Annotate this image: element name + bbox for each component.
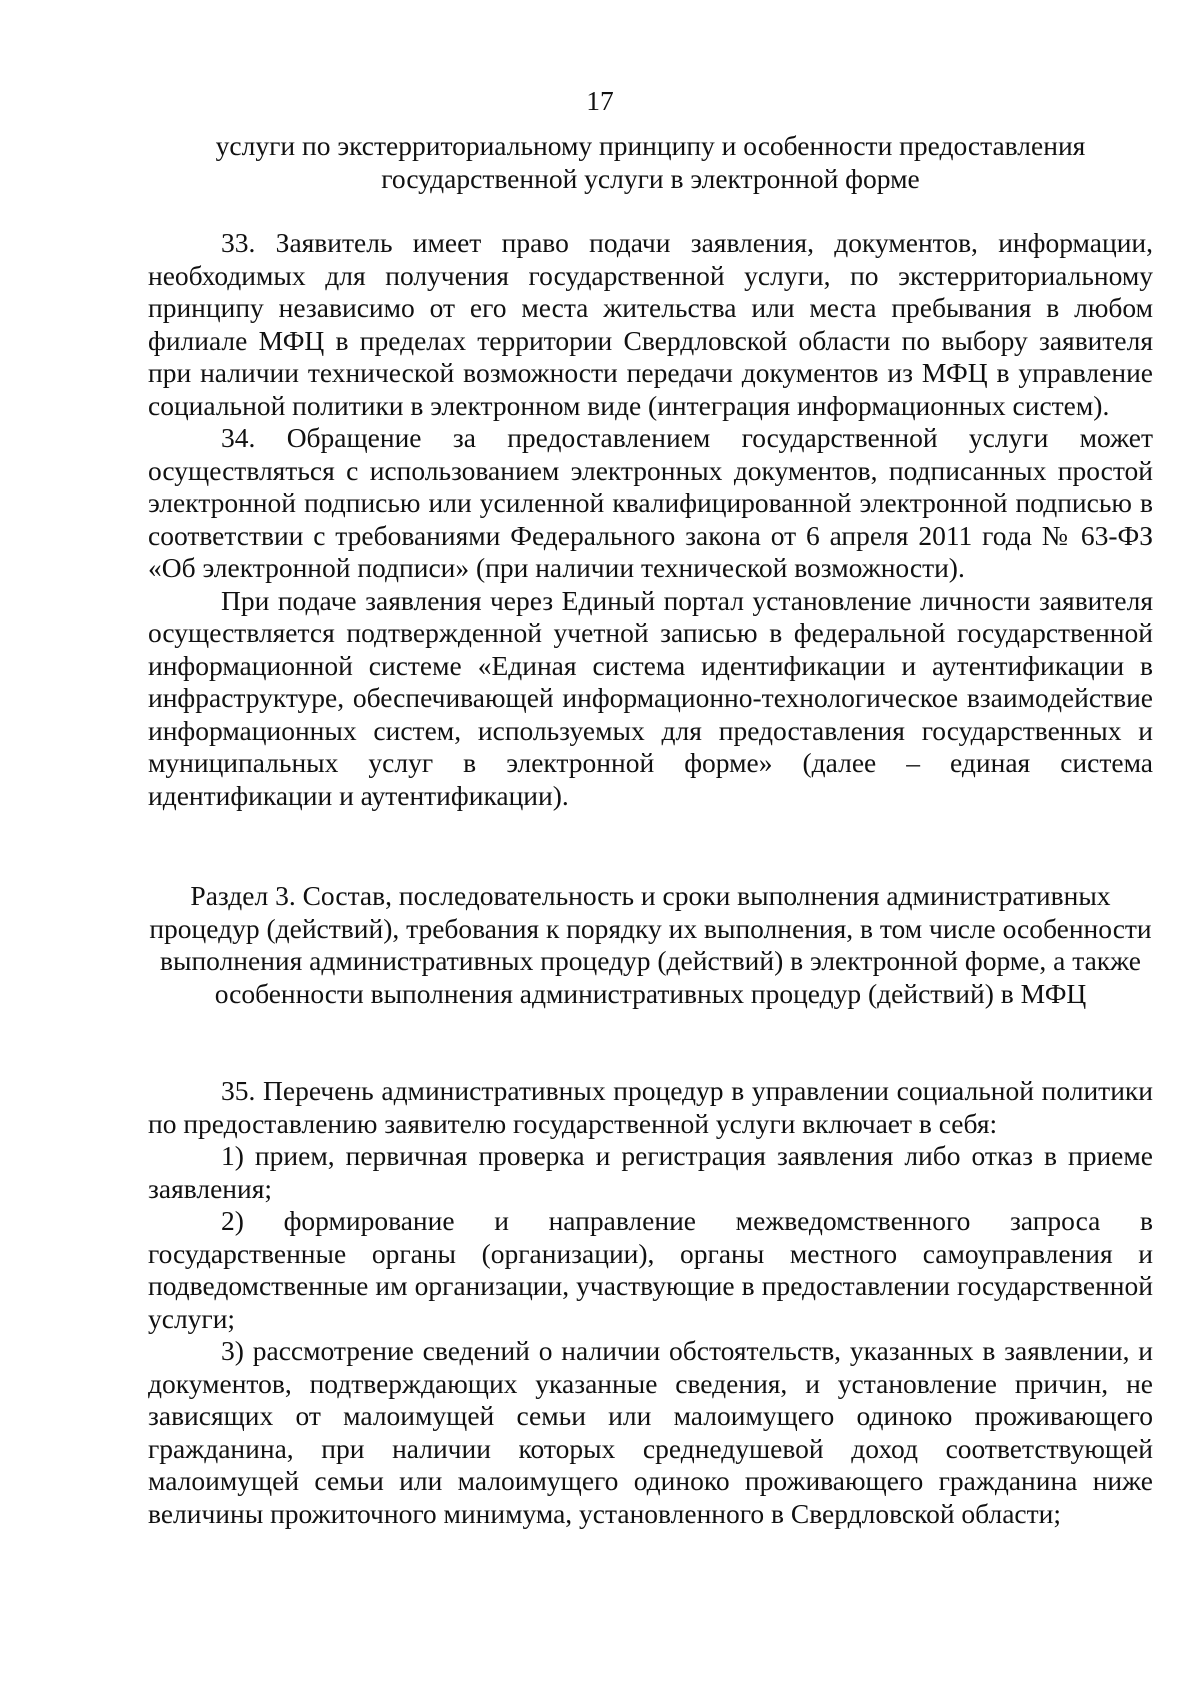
page-number: 17	[586, 85, 614, 116]
section-3-heading: Раздел 3. Состав, последовательность и сроки выполнения административных процедур (действий), требования к порядку их выполнения, в том числе особенности выполнения административных процедур (действий) в электронной форме, а также особенности выполнения административных процедур (действий) в МФЦ	[149, 880, 1152, 1009]
list-item-1: 1) прием, первичная проверка и регистрация заявления либо отказ в приеме заявления;	[148, 1140, 1153, 1204]
subsection-heading: услуги по экстерриториальному принципу и особенности предоставления государственной услуги в электронной форме	[215, 130, 1086, 194]
paragraph-34: 34. Обращение за предоставлением государственной услуги может осуществляться с использованием электронных документов, подписанных простой электронной подписью или усиленной квалифицированной электронной подписью в соответствии с требованиями Федерального закона от 6 апреля 2011 года № 63-ФЗ «Об электронной подписи» (при наличии технической возможности).	[148, 422, 1153, 583]
section-heading-block	[148, 880, 1153, 1010]
top-heading-block	[148, 130, 1153, 195]
paragraphs-block-2	[148, 1075, 1153, 1530]
paragraph-34-continued: При подаче заявления через Единый портал установление личности заявителя осуществляется подтвержденной учетной записью в федеральной государственной информационной системе «Единая система идентификации и аутентификации в инфраструктуре, обеспечивающей информационно-технологическое взаимодействие информационных систем, используемых для предоставления государственных и муниципальных услуг в электронной форме» (далее – единая система идентификации и аутентификации).	[148, 584, 1153, 811]
list-item-2: 2) формирование и направление межведомственного запроса в государственные органы (организации), органы местного самоуправления и подведомственные им организации, участвующие в предоставлении государственной услуги;	[148, 1205, 1153, 1334]
paragraph-35: 35. Перечень административных процедур в управлении социальной политики по предоставлению заявителю государственной услуги включает в себя:	[148, 1075, 1153, 1139]
paragraphs-block-1	[148, 227, 1153, 812]
paragraph-33: 33. Заявитель имеет право подачи заявления, документов, информации, необходимых для получения государственной услуги, по экстерриториальному принципу независимо от его места жительства или места пребывания в любом филиале МФЦ в пределах территории Свердловской области по выбору заявителя при наличии технической возможности передачи документов из МФЦ в управление социальной политики в электронном виде (интеграция информационных систем).	[148, 227, 1153, 421]
list-item-3: 3) рассмотрение сведений о наличии обстоятельств, указанных в заявлении, и документов, подтверждающих указанные сведения, и установление причин, не зависящих от малоимущей семьи или малоимущего одиноко проживающего гражданина, при наличии которых среднедушевой доход соответствующей малоимущей семьи или малоимущего одиноко проживающего гражданина ниже величины прожиточного минимума, установленного в Свердловской области;	[148, 1335, 1153, 1529]
